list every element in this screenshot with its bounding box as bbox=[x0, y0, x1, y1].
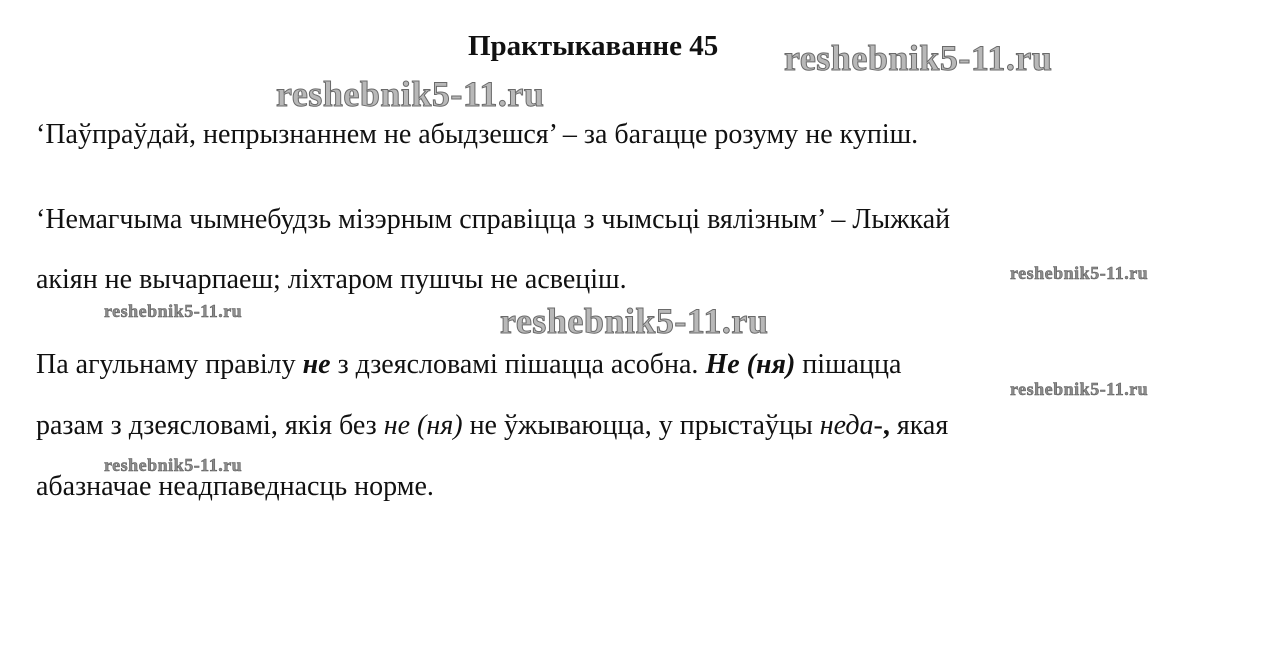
watermark: reshebnik5-11.ru bbox=[784, 38, 1053, 78]
emphasis: Не (ня) bbox=[705, 349, 796, 380]
text-span: не ўжываюцца, у прыстаўцы bbox=[462, 410, 820, 441]
text-span: Па агульнаму правілу bbox=[36, 349, 303, 380]
watermark: reshebnik5-11.ru bbox=[276, 74, 545, 114]
text-line bbox=[36, 412, 948, 440]
watermark: reshebnik5-11.ru bbox=[104, 301, 243, 321]
text-span: пішацца bbox=[795, 349, 902, 380]
page-title: Практыкаванне 45 bbox=[468, 30, 719, 62]
text-span: якая bbox=[889, 410, 949, 441]
emphasis: неда- bbox=[819, 410, 883, 441]
emphasis: не (ня) bbox=[383, 410, 463, 441]
text-line: абазначае неадпаведнасць норме. bbox=[36, 471, 434, 502]
text-line: ‘Немагчыма чымнебудзь мізэрным справіцца з чымсьці вялізным’ – Лыжкай bbox=[36, 204, 951, 235]
watermark: reshebnik5-11.ru bbox=[1010, 263, 1149, 283]
text-span: з дзеясловамі пішацца асобна. bbox=[330, 349, 706, 380]
watermark: reshebnik5-11.ru bbox=[104, 455, 243, 475]
text-span: , bbox=[882, 410, 890, 441]
text-line: акіян не вычарпаеш; ліхтаром пушчы не асвеціш. bbox=[36, 264, 627, 295]
text-line bbox=[36, 351, 901, 379]
text-span: разам з дзеясловамі, якія без bbox=[36, 410, 384, 441]
watermark: reshebnik5-11.ru bbox=[1010, 379, 1149, 399]
text-line: ‘Паўпраўдай, непрызнаннем не абыдзешся’ – за багацце розуму не купіш. bbox=[36, 119, 919, 150]
emphasis: не bbox=[302, 349, 331, 380]
watermark: reshebnik5-11.ru bbox=[500, 301, 769, 341]
